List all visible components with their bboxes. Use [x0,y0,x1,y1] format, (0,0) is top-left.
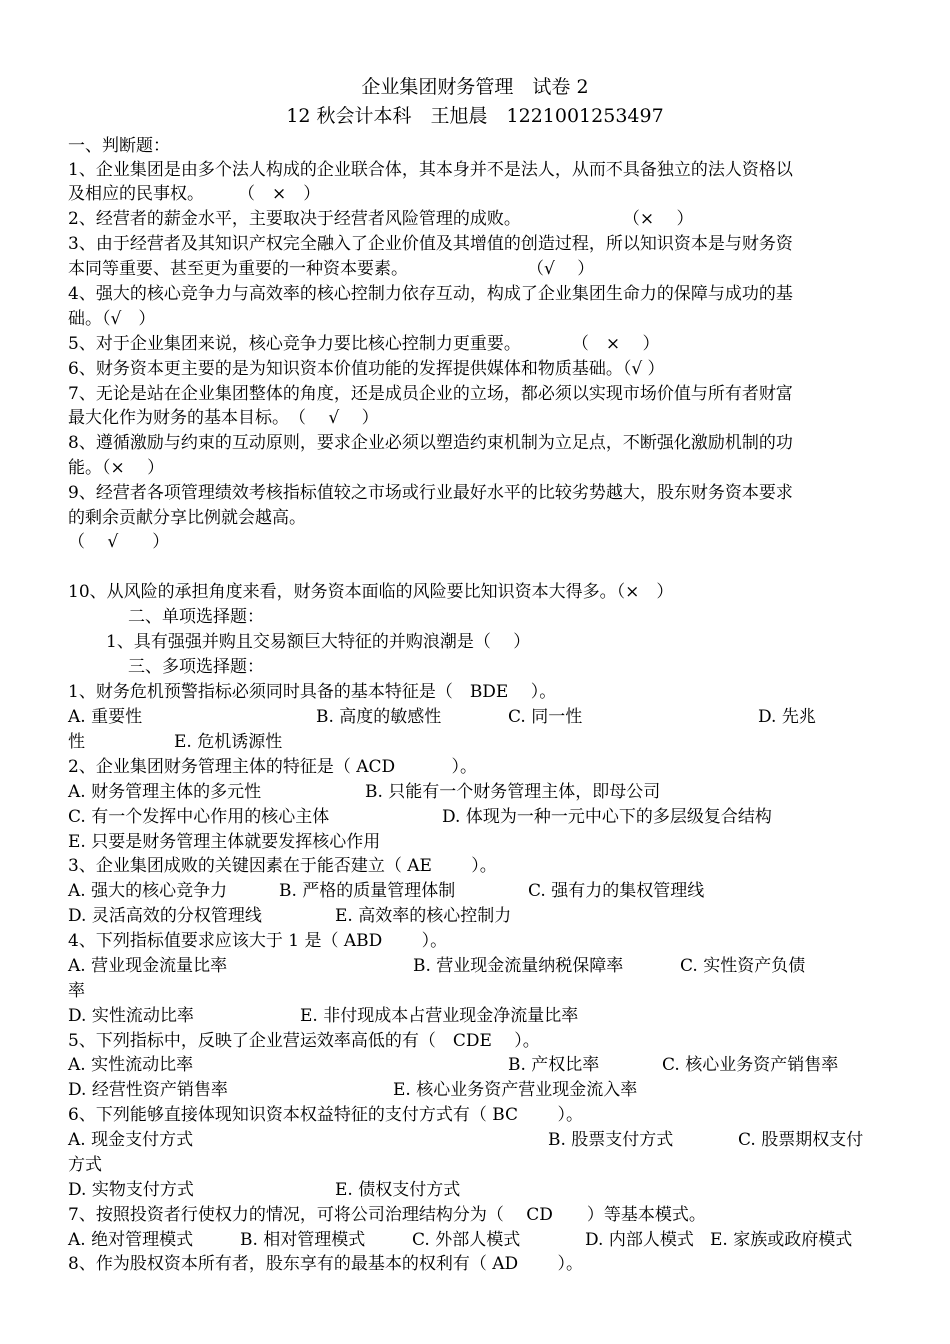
text-line: 及相应的民事权。 （ × ） [68,184,321,204]
text-line: E. 核心业务资产营业现金流入率 [393,1080,638,1100]
text-line: A. 实性流动比率 [68,1055,194,1075]
text-line: 最大化作为财务的基本目标。 （ √ ） [68,408,379,428]
text-line: 7、无论是站在企业集团整体的角度，还是成员企业的立场，都必须以实现市场价值与所有者财富 [68,384,793,404]
text-line: 4、下列指标值要求应该大于 1 是（ ABD ）。 [68,931,448,951]
text-line: A. 重要性 [68,707,143,727]
text-line: D. 体现为一种一元中心下的多层级复合结构 [442,807,772,827]
text-line: 7、按照投资者行使权力的情况，可将公司治理结构分为（ CD ）等基本模式。 [68,1205,706,1225]
text-line: D. 内部人模式 [585,1230,694,1250]
text-line: C. 核心业务资产销售率 [662,1055,839,1075]
text-line: D. 先兆 [758,707,816,727]
text-line: 2、企业集团财务管理主体的特征是（ ACD ）。 [68,757,478,777]
text-line: A. 绝对管理模式 [68,1230,194,1250]
text-line: E. 高效率的核心控制力 [335,906,512,926]
page-title: 企业集团财务管理 试卷 2 [361,76,589,98]
text-line: C. 强有力的集权管理线 [528,881,705,901]
text-line: 6、财务资本更主要的是为知识资本价值功能的发挥提供媒体和物质基础。（√ ） [68,359,665,379]
text-line: B. 高度的敏感性 [316,707,442,727]
text-line: A. 强大的核心竞争力 [68,881,228,901]
text-line: 的剩余贡献分享比例就会越高。 [68,508,306,528]
text-line: E. 债权支付方式 [335,1180,461,1200]
text-line: B. 营业现金流量纳税保障率 [413,956,624,976]
text-line: A. 财务管理主体的多元性 [68,782,262,802]
text-line: E. 家族或政府模式 [710,1230,853,1250]
text-line: E. 只要是财务管理主体就要发挥核心作用 [68,832,381,852]
text-line: D. 经营性资产销售率 [68,1080,228,1100]
text-line: 8、作为股权资本所有者，股东享有的最基本的权利有（ AD ）。 [68,1254,584,1274]
text-line: 1、财务危机预警指标必须同时具备的基本特征是（ BDE ）。 [68,682,557,702]
text-line: D. 实物支付方式 [68,1180,194,1200]
text-line: 10、从风险的承担角度来看，财务资本面临的风险要比知识资本大得多。（× ） [68,582,674,602]
text-line: 1、具有强强并购且交易额巨大特征的并购浪潮是（ ） [106,632,531,652]
text-line: C. 同一性 [508,707,583,727]
text-line: 方式 [68,1155,102,1175]
text-line: C. 外部人模式 [412,1230,521,1250]
text-line: C. 实性资产负债 [680,956,806,976]
text-line: 一、判断题： [68,136,170,156]
page-subtitle: 12 秋会计本科 王旭晨 1221001253497 [286,105,664,127]
text-line: B. 股票支付方式 [548,1130,674,1150]
text-line: A. 现金支付方式 [68,1130,194,1150]
text-line: 6、下列能够直接体现知识资本权益特征的支付方式有（ BC ）。 [68,1105,583,1125]
text-line: 3、企业集团成败的关键因素在于能否建立（ AE ）。 [68,856,497,876]
text-line: B. 产权比率 [508,1055,600,1075]
text-line: （ √ ） [68,532,170,552]
text-line: A. 营业现金流量比率 [68,956,228,976]
text-line: 4、强大的核心竞争力与高效率的核心控制力依存互动，构成了企业集团生命力的保障与成功的基 [68,284,793,304]
text-line: 三、多项选择题： [128,657,264,677]
text-line: 能。（× ） [68,458,165,478]
text-line: D. 实性流动比率 [68,1006,194,1026]
text-line: 5、下列指标中，反映了企业营运效率高低的有（ CDE ）。 [68,1031,540,1051]
text-line: E. 非付现成本占营业现金净流量比率 [300,1006,579,1026]
text-line: 8、遵循激励与约束的互动原则，要求企业必须以塑造约束机制为立足点，不断强化激励机制的功 [68,433,793,453]
text-line: 础。（√ ） [68,309,156,329]
text-line: 1、企业集团是由多个法人构成的企业联合体，其本身并不是法人，从而不具备独立的法人资格以 [68,160,793,180]
text-line: 率 [68,981,85,1001]
text-line: B. 相对管理模式 [240,1230,366,1250]
text-line: 3、由于经营者及其知识产权完全融入了企业价值及其增值的创造过程，所以知识资本是与财务资 [68,234,793,254]
text-line: B. 严格的质量管理体制 [279,881,456,901]
text-line: 2、经营者的薪金水平，主要取决于经营者风险管理的成败。 （× ） [68,209,694,229]
text-line: 9、经营者各项管理绩效考核指标值较之市场或行业最好水平的比较劣势越大，股东财务资本要求 [68,483,793,503]
text-line: 5、对于企业集团来说，核心竞争力要比核心控制力更重要。 （ × ） [68,334,660,354]
text-line: C. 有一个发挥中心作用的核心主体 [68,807,330,827]
text-line: D. 灵活高效的分权管理线 [68,906,262,926]
text-line: C. 股票期权支付 [738,1130,864,1150]
text-line: 本同等重要、甚至更为重要的一种资本要素。 （√ ） [68,259,595,279]
text-line: B. 只能有一个财务管理主体，即母公司 [365,782,661,802]
text-line: E. 危机诱源性 [174,732,283,752]
text-line: 二、单项选择题： [128,607,264,627]
text-line: 性 [68,732,85,752]
